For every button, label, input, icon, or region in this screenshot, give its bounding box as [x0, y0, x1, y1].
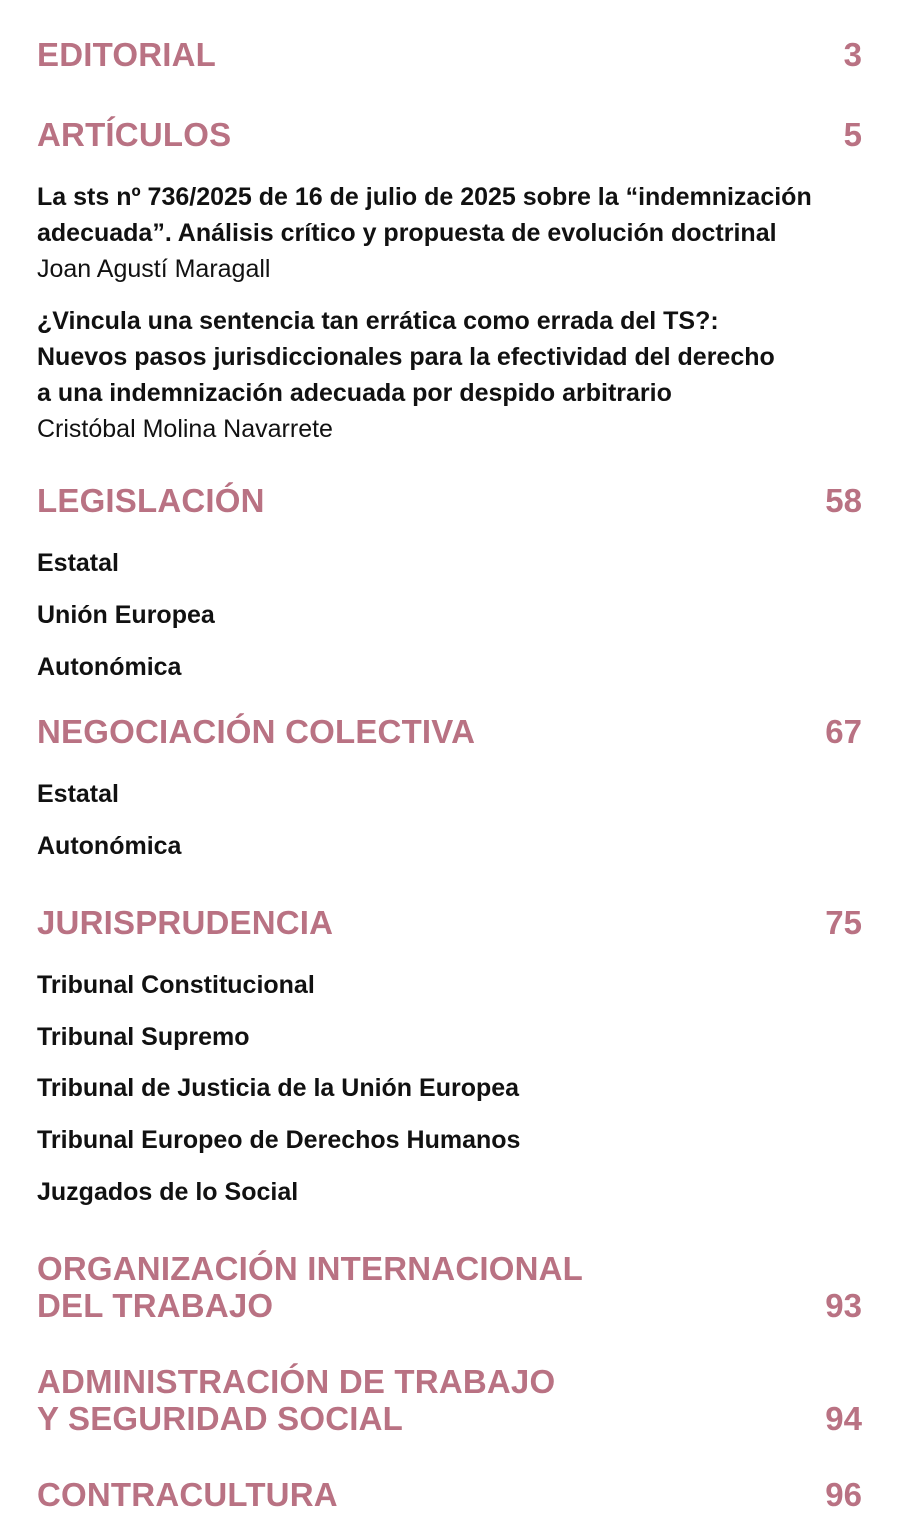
section-title: NEGOCIACIÓN COLECTIVA [37, 713, 476, 750]
section-title-line: ORGANIZACIÓN INTERNACIONAL [37, 1250, 584, 1287]
section-title: LEGISLACIÓN [37, 482, 265, 519]
section-page-number: 58 [825, 482, 862, 519]
section-heading-row [37, 1250, 862, 1324]
article-title-line: adecuada”. Análisis crítico y propuesta de evolución doctrinal [37, 219, 777, 247]
article-title-line: ¿Vincula una sentencia tan errática como errada del TS?: [37, 307, 719, 335]
section-heading-row [37, 482, 862, 519]
section-heading-row [37, 116, 862, 153]
section-heading-row [37, 904, 862, 941]
toc-subitem: Tribunal Supremo [37, 1023, 250, 1051]
article-title-line: La sts nº 736/2025 de 16 de julio de 2025 sobre la “indemnización [37, 183, 812, 211]
section-heading-row [37, 1476, 862, 1513]
toc-section-contracultura [37, 1476, 862, 1513]
toc-subitem: Tribunal de Justicia de la Unión Europea [37, 1074, 520, 1102]
toc-section-editorial [37, 36, 862, 73]
article-entry [37, 179, 862, 287]
section-title: CONTRACULTURA [37, 1476, 338, 1513]
section-page-number: 67 [825, 713, 862, 750]
toc-section-articulos [37, 116, 862, 153]
section-title: ARTÍCULOS [37, 116, 232, 153]
article-title [37, 179, 862, 251]
article-author: Cristóbal Molina Navarrete [37, 415, 333, 443]
section-page-number: 3 [843, 36, 862, 73]
section-page-number: 93 [825, 1287, 862, 1324]
section-title-line: ADMINISTRACIÓN DE TRABAJO [37, 1363, 556, 1400]
section-title-line: DEL TRABAJO [37, 1287, 274, 1324]
toc-subitem: Estatal [37, 549, 119, 577]
section-heading-row [37, 1363, 862, 1437]
section-page-number: 94 [825, 1400, 862, 1437]
toc-section-jurisprudencia [37, 904, 862, 941]
article-entry [37, 303, 862, 447]
section-title [37, 1363, 555, 1437]
toc-subitem: Unión Europea [37, 601, 215, 629]
toc-section-negociacion [37, 713, 862, 750]
toc-subitem: Autonómica [37, 653, 182, 681]
article-title-line: Nuevos pasos jurisdiccionales para la efectividad del derecho [37, 343, 775, 371]
article-title-line: a una indemnización adecuada por despido arbitrario [37, 379, 672, 407]
toc-subitem: Juzgados de lo Social [37, 1178, 299, 1206]
table-of-contents [37, 0, 862, 1537]
section-heading-row [37, 713, 862, 750]
toc-section-administracion [37, 1363, 862, 1437]
article-author: Joan Agustí Maragall [37, 255, 271, 283]
toc-subitem: Tribunal Europeo de Derechos Humanos [37, 1126, 521, 1154]
section-title: JURISPRUDENCIA [37, 904, 334, 941]
toc-section-legislacion [37, 482, 862, 519]
toc-section-oit [37, 1250, 862, 1324]
section-page-number: 96 [825, 1476, 862, 1513]
toc-subitem: Autonómica [37, 832, 182, 860]
section-page-number: 5 [843, 116, 862, 153]
article-title [37, 303, 862, 411]
section-heading-row [37, 36, 862, 73]
toc-subitem: Tribunal Constitucional [37, 971, 315, 999]
toc-subitem: Estatal [37, 780, 119, 808]
section-title-line: Y SEGURIDAD SOCIAL [37, 1400, 404, 1437]
section-page-number: 75 [825, 904, 862, 941]
section-title [37, 1250, 583, 1324]
section-title: EDITORIAL [37, 36, 217, 73]
